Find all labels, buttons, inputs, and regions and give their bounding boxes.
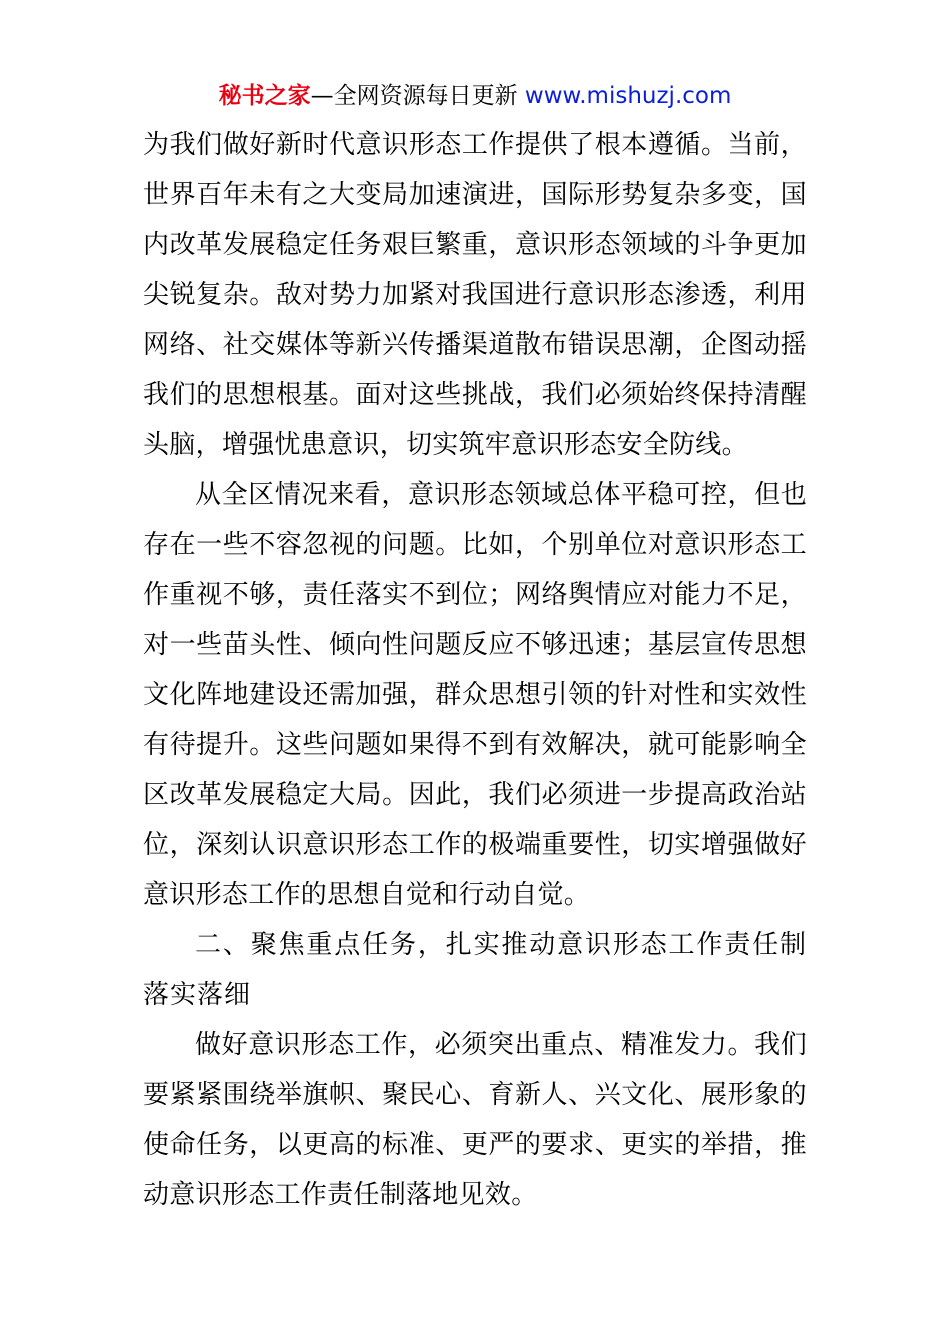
site-brand: 秘书之家 [218,83,311,109]
paragraph-continuation: 为我们做好新时代意识形态工作提供了根本遵循。当前，世界百年未有之大变局加速演进，国际形势复杂多变，国内改革发展稳定任务艰巨繁重，意识形态领域的斗争更加尖锐复杂。敌对势力加紧对我国进行意识形态渗透，利用网络、社交媒体等新兴传播渠道散布错误思潮，企图动摇我们的思想根基。面对这些挑战，我们必须始终保持清醒头脑，增强忧患意识，切实筑牢意识形态安全防线。 [143,130,807,460]
site-url[interactable]: www.mishuzj.com [524,83,732,109]
document-body [143,120,807,1220]
site-header [0,78,950,114]
paragraph-regional-situation: 从全区情况来看，意识形态领域总体平稳可控，但也存在一些不容忽视的问题。比如，个别单位对意识形态工作重视不够，责任落实不到位；网络舆情应对能力不足，对一些苗头性、倾向性问题反应不够迅速；基层宣传思想文化阵地建设还需加强，群众思想引领的针对性和实效性有待提升。这些问题如果得不到有效解决，就可能影响全区改革发展稳定大局。因此，我们必须进一步提高政治站位，深刻认识意识形态工作的极端重要性，切实增强做好意识形态工作的思想自觉和行动自觉。 [143,480,807,910]
site-tagline: —全网资源每日更新 [310,83,525,109]
section-heading-2: 二、聚焦重点任务，扎实推动意识形态工作责任制落实落细 [143,930,807,1010]
paragraph-key-tasks: 做好意识形态工作，必须突出重点、精准发力。我们要紧紧围绕举旗帜、聚民心、育新人、兴文化、展形象的使命任务，以更高的标准、更严的要求、更实的举措，推动意识形态工作责任制落地见效。 [143,1030,807,1210]
